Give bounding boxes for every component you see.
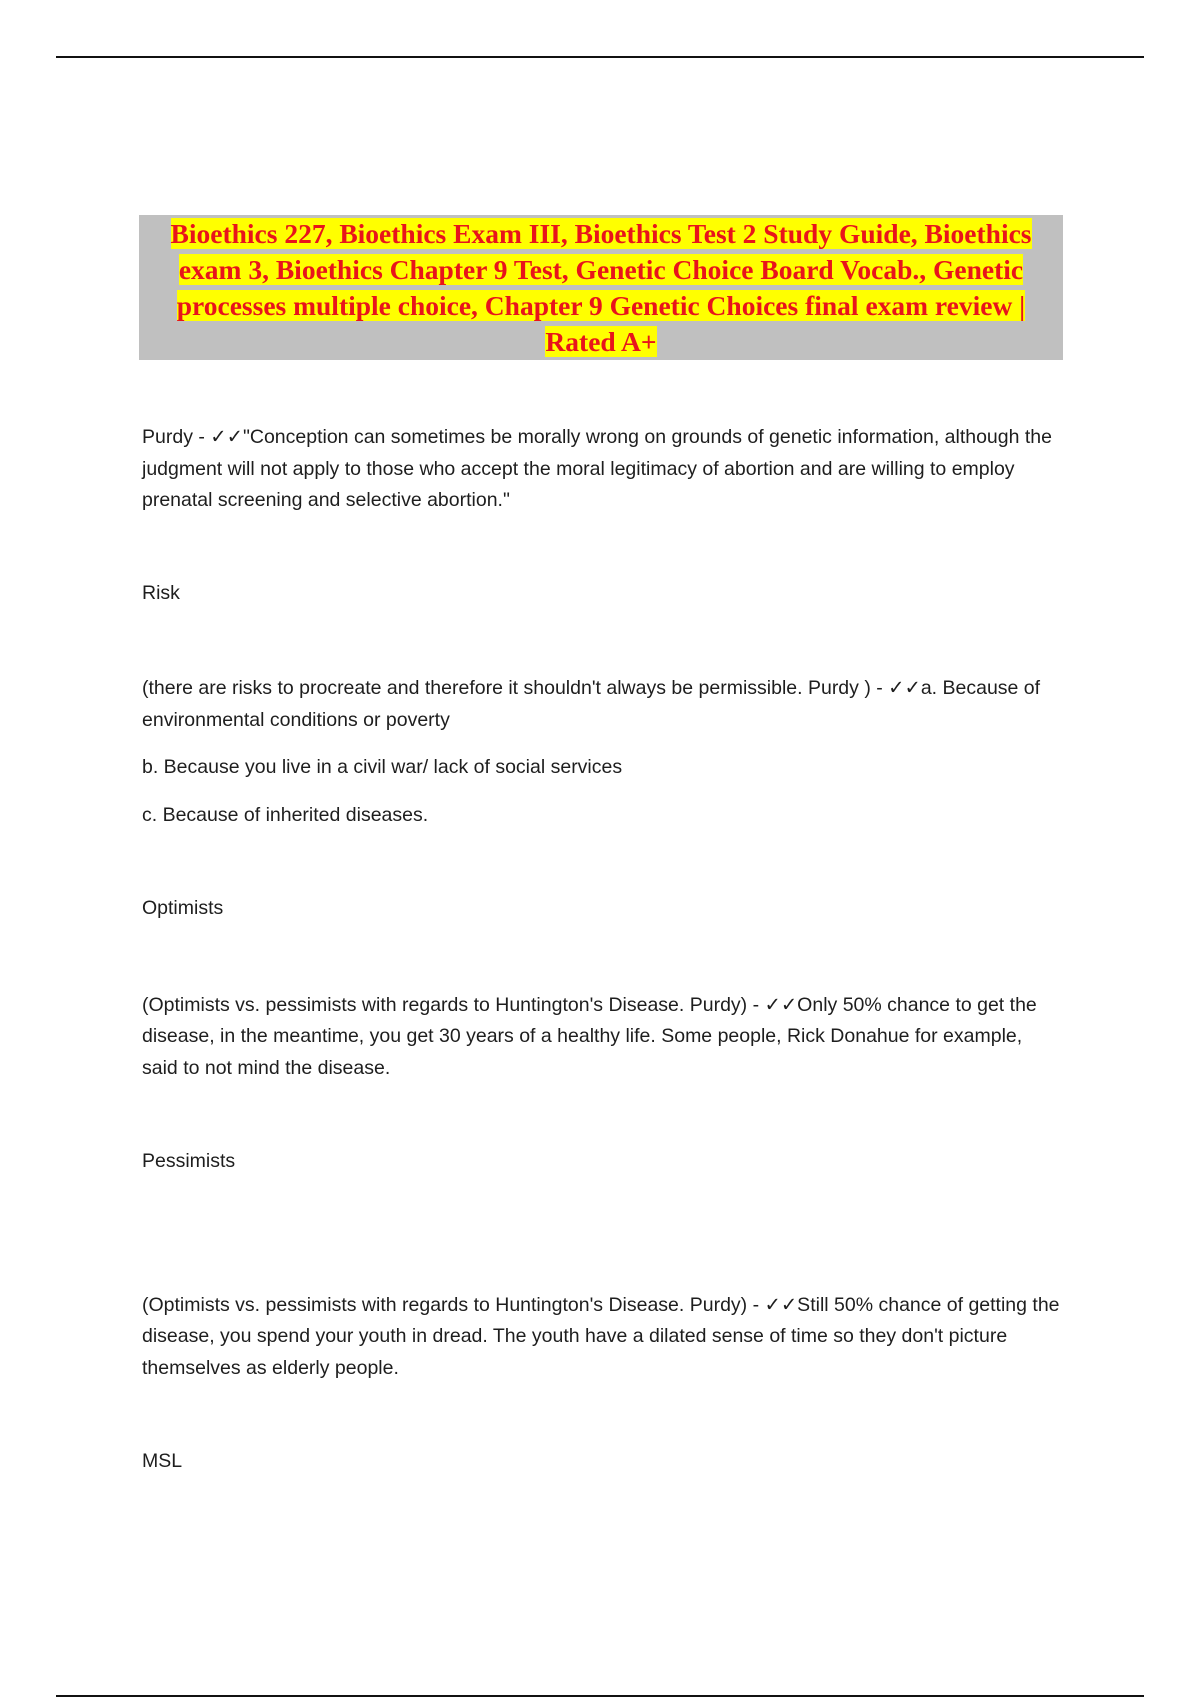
footer-rule [56, 1695, 1144, 1697]
risk-list-item-c: c. Because of inherited diseases. [142, 803, 429, 826]
header-rule [56, 56, 1144, 58]
term-risk: Risk [142, 581, 180, 604]
entry-purdy-definition: Purdy - ✓✓"Conception can sometimes be morally wrong on grounds of genetic information, although the judgment will not apply to those who accept the moral legitimacy of abortion and are willing to employ prenatal screening and selective abortion." [142, 426, 1052, 511]
title-banner [139, 215, 1063, 360]
term-msl: MSL [142, 1450, 183, 1472]
term-pessimists: Pessimists [142, 1150, 236, 1172]
document-body [142, 422, 1062, 1478]
document-title [145, 216, 1057, 360]
entry-pessimists-definition: (Optimists vs. pessimists with regards to Huntington's Disease. Purdy) - ✓✓Still 50% chance of getting the disease, you spend your youth in dread. The youth have a dilated sense of time so they don't picture themselves as elderly people. [142, 1293, 1060, 1379]
term-optimists: Optimists [142, 897, 224, 919]
risk-list-item-b: b. Because you live in a civil war/ lack of social services [142, 756, 623, 778]
entry-risk-definition: (there are risks to procreate and therefore it shouldn't always be permissible. Purdy ) - ✓✓a. Because of environmental conditions or poverty [142, 677, 1041, 731]
entry-optimists-definition: (Optimists vs. pessimists with regards to Huntington's Disease. Purdy) - ✓✓Only 50% chance to get the disease, in the meantime, you get 30 years of a healthy life. Some people, Rick Donahue for example, said to not mind the disease. [142, 993, 1037, 1079]
document-title-text: Bioethics 227, Bioethics Exam III, Bioethics Test 2 Study Guide, Bioethics exam 3, Bioethics Chapter 9 Test, Genetic Choice Board Vocab., Genetic processes multiple choice, Chapter 9 Genetic Choices final exam review | Rated A+ [170, 217, 1032, 357]
